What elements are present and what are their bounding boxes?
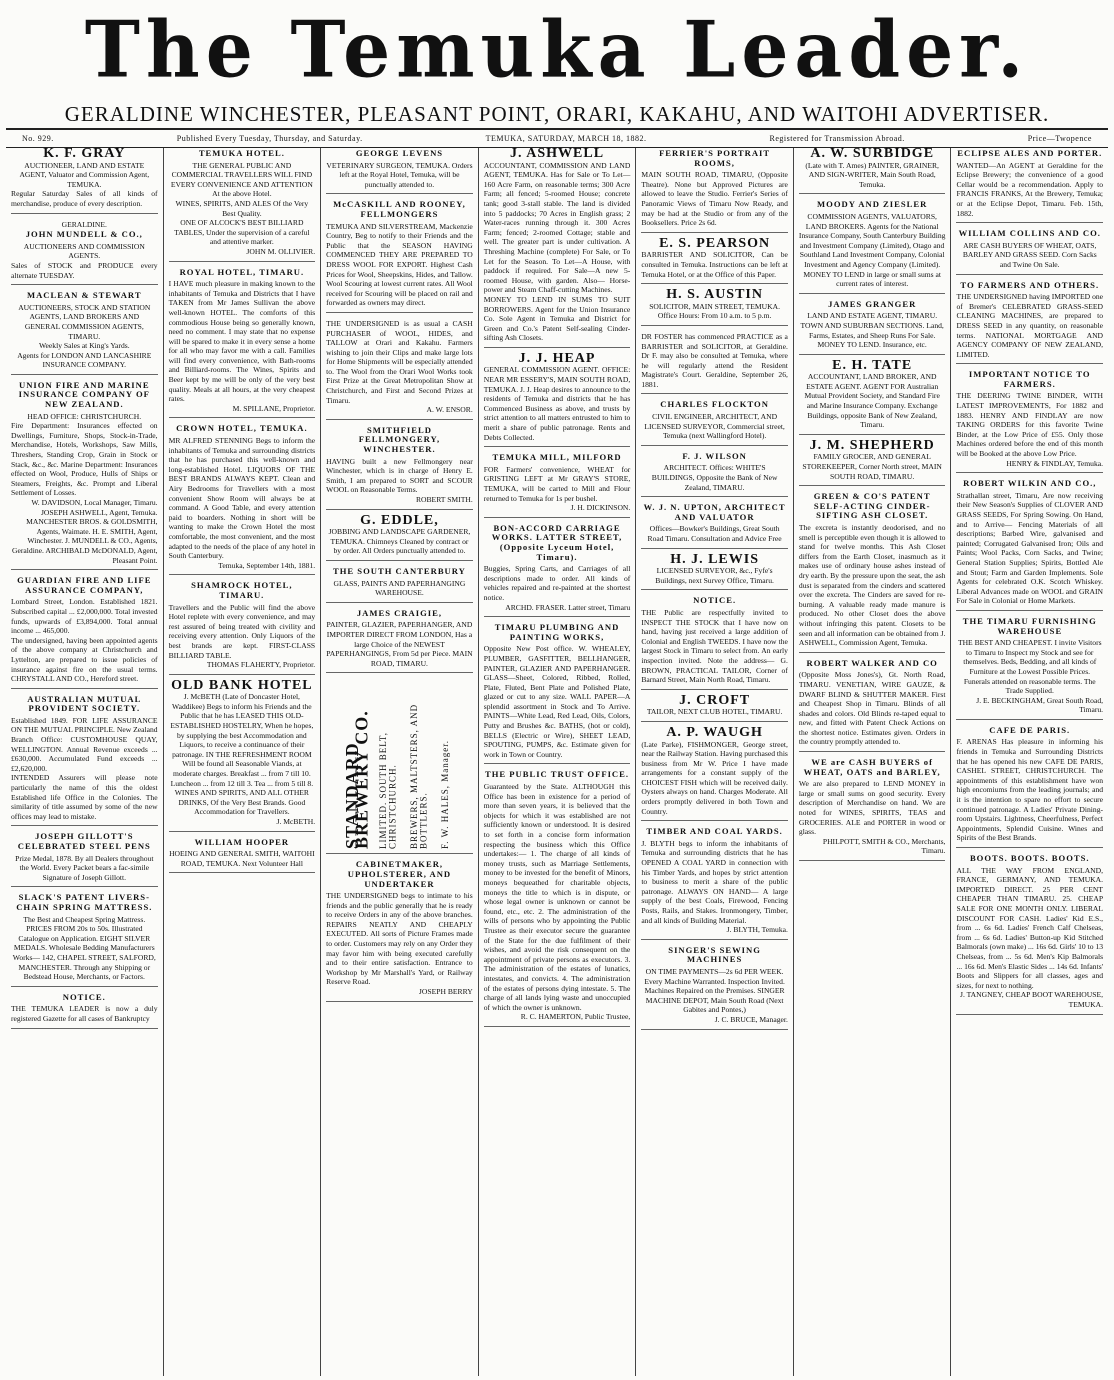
ad-signature: JOSEPH BERRY [418, 987, 473, 997]
ad-body: TAILOR, NEXT CLUB HOTEL, TIMARU. [646, 707, 783, 717]
ad-granger [799, 300, 946, 355]
ad-cafe-de-paris [956, 726, 1103, 848]
ad-title: BOOTS. BOOTS. BOOTS. [969, 853, 1090, 863]
ad-body: Buggies, Spring Carts, and Carriages of all descriptions made to order. All kinds of vehicles repaired and re-painted at the shortest notice. [483, 564, 631, 602]
ad-pearson [641, 235, 788, 284]
ad-title: WILLIAM COLLINS AND CO. [958, 228, 1101, 239]
ad-body: The Best and Cheapest Spring Mattress. PRICES FROM 20s to 50s. Illustrated Catalogue on Application. EIGHT SILVER MEDALS. Wholesale Bedding Manufacturers Works— 142, CHAPEL STREET, SALFORD, MANCHESTER. Through any Shipping or Bedstead House, Merchants, or Factors. [12, 914, 156, 982]
ad-title: JAMES CRAIGIE, [356, 607, 443, 618]
ad-body: COMMISSION AGENTS, VALUATORS, LAND BROKERS. Agents for the National Insurance Company, South Canterbury Building and Investment Company (Limited), Otago and Southland Land Investment Company, Colonial Investment and Agency Company (Limited). MONEY TO LEND in large or small sums at current rates of interest. [798, 211, 946, 289]
ad-title: TO FARMERS AND OTHERS. [960, 279, 1100, 290]
ad-signature: JOHN M. OLLIVIER. [246, 246, 316, 256]
masthead [0, 0, 1114, 100]
column-5 [636, 148, 794, 1376]
ad-signature: HENRY & FINDLAY, Temuka. [1006, 458, 1104, 468]
column-3 [321, 148, 479, 1376]
ad-signature: J. BLYTH, Temuka. [726, 925, 788, 935]
ad-signature: ARCHD. FRASER. Latter street, Timaru [505, 602, 631, 612]
ad-title: NOTICE. [693, 595, 737, 606]
ad-union-insurance [11, 381, 158, 570]
ad-title: A. W. SURBIDGE [810, 148, 935, 161]
column-7 [951, 148, 1108, 1376]
ad-title: THE SOUTH CANTERBURY [333, 565, 466, 576]
ad-body: SOLICITOR, MAIN STREET, TEMUKA. Office Hours: From 10 a.m. to 5 p.m. [649, 301, 780, 321]
ad-title: JOSEPH GILLOTT'S CELEBRATED STEEL PENS [17, 831, 151, 851]
ad-heap [483, 350, 631, 447]
ad-body: THE DEERING TWINE BINDER, WITH LATEST IMPROVEMENTS, For 1882 and 1883. HENRY AND FINDLAY are now TAKING ORDERS for this favorite Twine Binder, at the Low Price of £55. Only those Machines ordered before the end of this month will be Booked at the above Low Price. [956, 391, 1104, 459]
ad-body: DR FOSTER has commenced PRACTICE as a BARRISTER and SOLICITOR, at Geraldine. Dr F. may also be consulted at Temuka, where he will regularly attend the Resident Magistrate's Court. Geraldine, September 26, 1881. [641, 331, 788, 389]
ad-signature: J. E. BECKINGHAM, Great South Road, Timaru. [976, 695, 1104, 715]
ad-body: ARE CASH BUYERS OF WHEAT, OATS, BARLEY AND GRASS SEED. Corn Sacks and Twine On Sale. [962, 240, 1097, 269]
ad-title: JOHN MUNDELL & CO., [25, 229, 143, 240]
ad-title: BON-ACCORD CARRIAGE WORKS. LATTER STREET, (Opposite Lyceum Hotel, Timaru). [491, 522, 623, 562]
ad-maclean [11, 291, 158, 375]
ad-body: (Opposite Moss Jones's), Gt. North Road, TIMARU. VENETIAN, WIRE GAUZE, & DWARF BLIND & SHUTTER MAKER. First and Cheapest Shop in Timaru. Blinds of all shades and colors. Old Blinds re-taped equal to new, and fitted with Patent Check Actions on the shortest notice. Estimates given. Orders in the country promptly attended to. [798, 670, 946, 747]
ad-austin [641, 287, 788, 326]
ad-title: W. J. N. UPTON, ARCHITECT AND VALUATOR [643, 502, 786, 522]
ad-title: FERRIER'S PORTRAIT ROOMS, [659, 148, 771, 168]
ad-blyth [641, 827, 788, 940]
ad-shamrock-hotel [169, 581, 316, 674]
ad-tables: ONE OF ALCOCK'S BEST BILLIARD TABLES, Under the supervision of a careful and attentive marker. [174, 218, 310, 247]
ad-body: AUCTIONEERS AND COMMISSION AGENTS. [23, 241, 145, 261]
ad-singer [641, 946, 788, 1030]
ad-signature: THOMAS FLAHERTY, Proprietor. [206, 660, 316, 670]
ad-upton [641, 503, 788, 548]
column-6 [794, 148, 952, 1376]
newspaper-subtitle: GERALDINE WINCHESTER, PLEASANT POINT, ORARI, KAKAHU, AND WAITOHI ADVERTISER. [64, 102, 1050, 126]
ad-title: ROBERT WILKIN AND CO., [963, 478, 1097, 489]
ad-title: THE PUBLIC TRUST OFFICE. [485, 769, 630, 780]
ad-title: J. CROFT [679, 692, 751, 708]
ad-body: Travellers and the Public will find the above Hotel replete with every convenience, and may rest assured of being treated with civility and receiving every attention. Only Liquors of the best brands are kept. FIRST-CLASS BILLIARD TABLE. [168, 602, 316, 660]
ad-hooper [169, 838, 316, 874]
ad-signature: J. McBETH. [276, 817, 316, 826]
ad-body: THE UNDERSIGNED is as usual a CASH PURCHASER of WOOL, HIDES, and TALLOW at Orari and Kakahu. Farmers wishing to join their Clips and make large lots for Home Shipments will be especially attended to. The Wool from the Orari Wool Works took First Prize at the Great Metropolitan Show at Christchurch, and First and Second Prizes at Timaru. [326, 318, 473, 405]
ad-eddle [326, 512, 473, 561]
ad-subtitle: LIMITED. SOUTH BELT, CHRISTCHURCH. [378, 732, 398, 850]
ad-notice [11, 993, 158, 1029]
ad-brown-notice [641, 596, 788, 689]
ad-signature: R. C. HAMERTON, Public Trustee, [520, 1012, 631, 1022]
ad-body: ALL THE WAY FROM ENGLAND, FRANCE, GERMANY, AND TEMUKA. IMPORTED DIRECT. 25 PER CENT CHEAPER THAN TIMARU. 25. CHEAP SALE FOR ONE MONTH ONLY. LIBERAL DISCOUNT FOR CASH. Ladies' Kid E.S., from ... 6s 6d. Ladies' French Calf Chelseas, from ... 6s 6d. Ladies' Button-up Kid Stitched Balmorals (own make) ... 16s 6d. Girls' 10 to 13 Chelseas, from ... 5s 6d. Men's Kip Balmorals ... 16s 6d. Men's Elastic Sides ... 14s 6d. Infants' Boots and Slippers for all classes, ages and sizes, for next to nothing. [956, 865, 1104, 990]
ad-ashwell [484, 149, 631, 348]
ad-signature: M. SPILLANE, Proprietor. [232, 403, 316, 413]
publication-schedule: Published Every Tuesday, Thursday, and Saturday. [176, 134, 363, 143]
ad-body: WANTED—An AGENT at Geraldine for the Eclipse Brewery; the convenience of a good Cellar would be a recommendation. Apply to FRANCIS FRANKS, At the Brewery, Temuka; or at the Eclipse Depot, Timaru. Feb. 15th, 1882. [956, 160, 1104, 218]
ad-body: Guaranteed by the State. ALTHOUGH this Office has been in existence for a period of more than seven years, it is believed that the objects for which it was established are not sufficiently known or understood. It is desired to set forth in a concise form information respecting the business which this Office undertakes:— 1. The charge of all kinds of money trusts, such as Marriage Settlements, money to be invested for the benefit of Minors, moneys bequeathed for charitable objects, moneys the title to which is in dispute, or whose legal owner is unknown or cannot be found, etc., etc. 2. The administration of the wills of persons who by appointing the Public Trustee as their executor secure the guarantee of the State for the due fulfilment of their wishes, and avoid the risk consequent on the appointment of private persons as executors. 3. The administration of the estates of lunatics, intestates, and convicts. 4. The administration of the estates of persons dying intestate. 5. The charge of all lands lying waste and unoccupied of which the owner is unknown. [483, 782, 631, 1012]
ad-temuka-mill [484, 453, 631, 518]
ad-waugh [641, 724, 788, 821]
ad-body: J. BLYTH begs to inform the inhabitants of Temuka and surrounding districts that he has OPENED A COAL YARD in connection with his Timber Yards, and hopes by strict attention to business to merit a share of the public patronage. ALWAYS ON HAND— A large supply of the best Coals, Firewood, Fencing Posts, Rails, and Stakes. Ironmongery, Timber, and all kinds of Building Material. [641, 838, 788, 925]
ad-royal-hotel [169, 268, 316, 419]
ad-twine-binder [956, 370, 1103, 473]
ad-title: SMITHFIELD FELLMONGERY, WINCHESTER. [358, 424, 441, 455]
ad-body: (Late Parke), FISHMONGER, George street, near the Railway Station. Having purchased this business from Mr W. Price I have made arrangements for a constant supply of the CHOICEST FISH which will be received daily. Oysters always on hand. Charges Moderate. All orders promptly delivered in both Town and Country. [641, 739, 788, 816]
ad-body: THE BEST AND CHEAPEST. I invite Visitors to Timaru to Inspect my Stock and see for themselves. Beds, Bedding, and all kinds of Furniture at the Lowest Possible Prices. Funerals attended on reasonable terms. The Trade Supplied. [957, 638, 1102, 696]
ad-eclipse [956, 149, 1103, 223]
ad-title: THE TIMARU FURNISHING WAREHOUSE [962, 615, 1097, 636]
ad-title: NOTICE. [62, 991, 106, 1002]
ad-title: CABINETMAKER, UPHOLSTERER, AND UNDERTAKER [347, 859, 452, 889]
ad-slack-mattress [11, 893, 158, 986]
ad-title: TEMUKA MILL, MILFORD [492, 452, 622, 463]
ad-body: LICENSED SURVEYOR, &c., Fyfe's Buildings, next Survey Office, Timaru. [655, 566, 774, 585]
ad-body: THE Public are respectfully invited to INSPECT THE STOCK that I have now on hand, having just received a large addition of Colonial and English TWEEDS. I have now the largest Stock in Timaru to select from. An early inspection invited. Note the address— G. BROWN, PRACTICAL TAILOR, Corner of Barnard Street, Main North Road, Timaru. [641, 607, 788, 685]
ad-body: AUCTIONEERS, STOCK AND STATION AGENTS, LAND BROKERS AND GENERAL COMMISSION AGENTS, TIMARU. [18, 302, 151, 341]
ad-body: We are also prepared to LEND MONEY in large or small sums on good security. Every description of Merchandise on hand. We are noted for WINES, SPIRITS, TEAS and GROCERIES. ALE and PORTER in wood or glass. [798, 779, 946, 837]
ad-plumbing [484, 623, 631, 764]
ad-title: SINGER'S SEWING MACHINES [668, 944, 761, 965]
ad-body: Strathallan street, Timaru, Are now receiving their New Season's Supplies of CLOVER AND GRASS SEEDS, For Spring Sowing. On Hand, and to Arrive— Fencing Materials of all descriptions; Barbed Wire, galvanised and painted; Corrugated Galvanised Iron; Oils and Paints; Wool Packs, Corn Sacks, and Twine; General Station Supplies; Spirits, Bottled Ale and Stout; Farm and Garden Implements. Sole Agents for celebrated O.K. Scotch Whiskey. Liberal Advances made on WOOL and GRAIN For Sale in Colonial or Home Markets. [956, 490, 1104, 606]
ad-crown-hotel [169, 424, 316, 575]
ad-title: E. S. PEARSON [659, 235, 771, 251]
ad-smithfield [326, 426, 473, 510]
ad-title: STANDARD BREWERY CO. [341, 710, 372, 850]
ad-title: CAFE DE PARIS. [989, 724, 1071, 735]
ad-signature: ROBERT SMITH. [415, 495, 473, 504]
ad-philpott [799, 758, 946, 861]
dateline [6, 128, 1108, 148]
ad-levens [326, 149, 473, 194]
ad-title: CROWN HOTEL, TEMUKA. [176, 423, 308, 434]
ad-title: UNION FIRE AND MARINE INSURANCE COMPANY OF NEW ZEALAND. [18, 379, 150, 410]
ad-body: ACCOUNTANT, COMMISSION AND LAND AGENT, TEMUKA. Has for Sale or To Let— 160 Acre Farm, on reasonable terms; 300 Acre Farm; all fenced; 5-roomed House; concrete tank; good 3-stall stable. The land is divided into 5 paddocks; 70 Acres in English grass; 2 Water-races running through it. 300 Acres Farm; fenced; 2-roomed Cottage; stable and well. The greater part is under cultivation. A Threshing Machine (complete) For Sale, or To Let for the Season. To Let—A House, with paddock if required. For Sale—A new 5-roomed House, with garden. Also— Horse-power and Steam Chaff-cutting Machines. [483, 160, 631, 295]
ad-manager: F. W. HALES, Manager. [440, 740, 451, 850]
ad-title: AUSTRALIAN MUTUAL PROVIDENT SOCIETY. [27, 693, 142, 714]
ad-green-ash-closet [799, 492, 946, 653]
ad-title: J. M. SHEPHERD [809, 437, 935, 453]
ad-agents: Agents for LONDON AND LANCASHIRE INSURANCE COMPANY. [17, 350, 152, 370]
ad-title: OLD BANK HOTEL [171, 677, 313, 693]
ad-body: LAND AND ESTATE AGENT, TIMARU. TOWN AND SUBURBAN SECTIONS. Land, Farms, Estates, and Sheep Runs For Sale. MONEY TO LEND. Insurance, etc. [800, 311, 944, 350]
ad-foster [641, 332, 788, 395]
ad-title: H. S. AUSTIN [666, 287, 763, 303]
registration-note: Registered for Transmission Abroad. [769, 134, 905, 143]
ad-body: MAIN SOUTH ROAD, TIMARU, (Opposite Theatre). None but Approved Pictures are allowed to leave the Studio. Ferrier's Series of Panoramic Views of Timaru Now Ready, and may be had at the Studio or from any of the Booksellers. Price 2s 6d. [641, 170, 788, 228]
newspaper-title: The Temuka Leader. [84, 4, 1030, 96]
ad-body: THE TEMUKA LEADER is now a duly registered Gazette for all cases of Bankruptcy [11, 1004, 158, 1023]
ad-body: PAINTER, GLAZIER, PAPERHANGER, AND IMPORTER DIRECT FROM LONDON, Has a large Choice of the NEWEST PAPERHANGINGS, From 5d per Piece. MAIN ROAD, TIMARU. [326, 620, 473, 668]
ad-body: BARRISTER AND SOLICITOR, Can be consulted in Temuka. Instructions can be left at Temuka Hotel, or at the Office of this Paper. [641, 250, 788, 279]
ad-note: Sales of STOCK and PRODUCE every alternate TUESDAY. [11, 260, 158, 280]
ad-standard-brewery [326, 679, 473, 854]
ad-title: MOODY AND ZIESLER [817, 199, 928, 210]
ad-guardian [11, 576, 158, 689]
ad-title: McCASKILL AND ROONEY, FELLMONGERS [333, 199, 466, 219]
ad-farmers [956, 281, 1103, 365]
ad-title: CHARLES FLOCKTON [660, 399, 769, 410]
ad-agents: W. DAVIDSON, Local Manager, Timaru. JOSEPH ASHWELL, Agent, Temuka. MANCHESTER BROS. & GOLDSMITH, Agents, Waimate. H. E. SMITH, Agent, Winchester. J. MUNDELL & CO., Agents, Geraldine. ARCHIBALD McDONALD, Agent, Pleasant Point. [12, 498, 158, 565]
ad-note: The undersigned, having been appointed agents of the above company at Christchurch and Lyttelton, are prepared to issue policies of insurance against fire on the usual terms. CHRYSTALL AND CO., Hereford street. [11, 635, 158, 684]
column-2 [164, 148, 322, 1376]
ad-body: Lombard Street, London. Established 1821. Subscribed capital ... £2,000,000. Total invested funds, upwards of £3,894,000. Total annual income ... 465,000. [11, 597, 158, 636]
ad-body: J. McBETH (Late of Doncaster Hotel, Waddikee) Begs to inform his Friends and the Public that he has LEASED THIS OLD-ESTABLISHED HOSTELRY, When he hopes, by supplying the best Accommodation and Liquors, to receive a continuance of their patronage. IN THE REFRESHMENT ROOM Will be found all Seasonable Viands, at moderate charges. Breakfast ... from 7 till 10. Luncheon ... from 12 till 3. Tea ... from 5 till 8. WINES AND SPIRITS, AND ALL OTHER DRINKS, Of the Very Best Brands. Good Accommodation for Travellers. [170, 692, 314, 817]
ad-title: H. J. LEWIS [670, 551, 759, 567]
ad-burbidge [799, 149, 946, 194]
ad-title: TIMARU PLUMBING AND PAINTING WORKS, [494, 622, 620, 642]
ad-body: THE UNDERSIGNED having IMPORTED one of Bremer's CELEBRATED GRASS-SEED CLEANING MACHINES, are prepared to DRESS SEED in any quantity, on reasonable terms. NATIONAL MORTGAGE AND AGENCY COMPANY OF NEW ZEALAND, LIMITED. [956, 292, 1104, 359]
ad-body: JOBBING AND LANDSCAPE GARDENER, TEMUKA. Chimneys Cleaned by contract or by order. All Orders punctually attended to. [328, 527, 471, 556]
ad-title: GEORGE LEVENS [355, 148, 444, 158]
ad-title: SLACK'S PATENT LIVERS-CHAIN SPRING MATTRESS. [16, 892, 153, 912]
ad-title: ECLIPSE ALES AND PORTER. [957, 148, 1103, 158]
ad-ensor [326, 319, 473, 420]
ad-signature: J. H. DICKINSON. [570, 503, 631, 513]
ad-signature: J. C. BRUCE, Manager. [714, 1014, 788, 1024]
columns [6, 148, 1108, 1376]
ad-title: ROYAL HOTEL, TIMARU. [179, 266, 305, 277]
ad-body: ACCOUNTANT, LAND BROKER, AND ESTATE AGENT. AGENT FOR Australian Mutual Provident Society, and Standard Fire and Marine Insurance Company. Exchange Buildings, opposite Bank of New Zealand, Timaru. [804, 372, 940, 430]
column-1 [6, 148, 164, 1376]
ad-signature: J. TANGNEY, CHEAP BOOT WAREHOUSE, TEMUKA. [959, 990, 1104, 1009]
ad-body: Offices—Bowker's Buildings, Great South Road Timaru. Consultation and Advice Free [647, 524, 782, 543]
ad-title: F. J. WILSON [682, 450, 747, 461]
ad-body: TEMUKA AND SILVERSTREAM, Mackenzie Country, Beg to notify to their Friends and the Public that the SEASON HAVING COMMENCED THEY ARE PREPARED TO DRESS WOOL FOR EXPORT. Highest Cash Prices for Wool, Sheepskins, Hides, and Tallow. Wool Scouring at lowest current rates. All Wool received for Scouring will be placed on rail and forwarded as owners may direct. [326, 221, 473, 308]
ad-gray [11, 149, 158, 214]
ad-title: K. F. GRAY [43, 148, 126, 161]
ad-title: G. EDDLE, [360, 512, 439, 528]
ad-wilson [641, 452, 788, 497]
ad-boots [956, 854, 1103, 1015]
ad-title: MACLEAN & STEWART [26, 290, 142, 301]
ad-title: WE are CASH BUYERS of WHEAT, OATS and BARLEY, [803, 757, 941, 777]
ad-trade: BREWERS, MALTSTERS, AND BOTTLERS. [409, 704, 429, 850]
ad-title: IMPORTANT NOTICE TO FARMERS. [968, 369, 1091, 389]
ad-wilkin [956, 479, 1103, 611]
ad-furnishing-warehouse [956, 617, 1103, 720]
ad-note: Regular Saturday Sales of all kinds of merchandise, produce of every description. [11, 189, 158, 208]
ad-mundell [11, 220, 158, 286]
ad-body: Fire Department: Insurances effected on Dwellings, Furniture, Shops, Stock-in-Trade, Merchandise, Hotels, Workshops, Saw Mills, Threshers, Standing Crop, Grain in Stock or Stack, &c., &c. Marine Department: Insurances effected on Wool, Produce, Hulls of Ships or Steamers, Freights, &c. Prompt and Liberal Settlement of Losses. [11, 421, 158, 498]
ad-body: The excreta is instantly deodorised, and no smell is perceptible even though it is allowed to stand for twelve months. This Ash Closet differs from the Earth Closet, inasmuch as it makes use of ordinary house ashes instead of dry earth. By the pressure upon the seat, the ash dust is separated from the cinders and scattered over the excreta. The Cinders are saved for re-burning. A valuable ready made manure is produced. No other Closet does the above without infringing this patent. Closets to be seen and all information can be obtained from J. ASHWELL, Commission Agent, Temuka. [798, 523, 946, 648]
ad-public-trust [484, 770, 631, 1026]
ad-note: Weekly Sales at King's Yards. [38, 341, 130, 351]
ad-old-bank-hotel [169, 677, 316, 832]
ad-cabinetmaker [326, 860, 473, 1001]
ad-body: THE UNDERSIGNED begs to intimate to his friends and the public generally that he is ready to receive Orders in any of the above branches. REPAIRS NEATLY AND CHEAPLY EXECUTED. All sorts of Picture Frames made to order. Customers may rely on any Order they may favor him with being executed carefully and to their entire satisfaction. Entrance to Workshop by Mr Marshall's Yard, or Railway Reserve Road. [326, 891, 473, 987]
ad-tate [799, 357, 946, 435]
ad-title: TIMBER AND COAL YARDS. [646, 826, 783, 837]
ad-walker [799, 659, 946, 752]
ad-place: GERALDINE. [61, 219, 107, 229]
ad-body: Established 1849. FOR LIFE ASSURANCE ON THE MUTUAL PRINCIPLE. New Zealand Branch Office: CUSTOMHOUSE QUAY, WELLINGTON. Annual Revenue exceeds ... £630,000. Accumulated Fund exceeds ... £2,620,000. [11, 715, 158, 773]
ad-body: ON TIME PAYMENTS—2s 6d PER WEEK. Every Machine Warranted. Inspection Invited. Machines Repaired on the Premises. SINGER MACHINE DEPOT, Main South Road (Next Gabites and Pontes,) [644, 966, 785, 1015]
ad-title: E. H. TATE [832, 357, 913, 373]
ad-body: Opposite New Post office. W. WHEALEY, PLUMBER, GASFITTER, BELLHANGER, PAINTER, GLAZIER AND PAPERHANGER. GLASS—Sheet, Colored, Ribbed, Rolled, Plate, Fluted, Bent Plate and Polished Plate, glazed or cut to any size. WALL PAPER—A splendid assortment in Stock and To Arrive. PAINTS—White Lead, Red Lead, Oils, Colors, Putty and Brushes &c. BATHS, (hot or cold), BELLS (Electric or Wire), SHEET LEAD, SPOUTING, PUMPS, &c. Estimate given for work in Town or Country. [483, 644, 631, 759]
ad-body: FAMILY GROCER, AND GENERAL STOREKEEPER, Corner North street, MAIN SOUTH ROAD, TIMARU. [802, 452, 942, 481]
ad-body: CIVIL ENGINEER, ARCHITECT, AND LICENSED SURVEYOR, Commercial street, Temuka (next Wallingford Hotel). [644, 412, 785, 441]
ad-body: I HAVE much pleasure in making known to the inhabitants of Temuka and Districts that I have TAKEN from Mr James Sullivan the above well-known HOTEL. The comforts of this commodious House being so generally known, need no comment. I may state that no expense will be spared to make it in every sense a home for all who may favor me with a call. Families will find every convenience, with Bath-rooms and Billiard-rooms. The Wines, Spirits and Beer kept by me will be only of the very best quality. Meals at all hours, at the very cheapest rates. [168, 279, 316, 404]
ad-body: THE GENERAL PUBLIC AND COMMERCIAL TRAVELLERS WILL FIND EVERY CONVENIENCE AND ATTENTION At the above Hotel. [170, 160, 313, 199]
ad-lewis [641, 551, 788, 591]
ad-title: ROBERT WALKER AND CO [806, 657, 938, 668]
ad-signature: PHILPOTT, SMITH & CO., Merchants, Timaru. [822, 836, 946, 856]
issue-number: No. 929. [22, 134, 54, 143]
ad-title: JAMES GRANGER [828, 298, 917, 309]
ad-title: GREEN & CO'S PATENT SELF-ACTING CINDER-SIFTING ASH CLOSET. [813, 491, 931, 521]
ad-note: INTENDED Assurers will please note particularly the name of this the oldest Established life Office in the Colonies. The similarity of title assumed by some of the new offices may lead to mistake. [11, 773, 158, 821]
ad-croft [641, 692, 788, 722]
ad-bon-accord [484, 524, 631, 617]
ad-body: AUCTIONEER, LAND AND ESTATE AGENT, Valuator and Commission Agent, TEMUKA. [19, 160, 150, 189]
ad-money: MONEY TO LEND IN SUMS TO SUIT BORROWERS. Agent for the Union Insurance Co. Sole Agent in Temuka and District for Green and Co.'s Patent Self-sealing Cinder-sifting Ash Closets. [483, 294, 631, 343]
ad-office: HEAD OFFICE: CHRISTCHURCH. [27, 411, 142, 421]
ad-ferrier [641, 149, 788, 233]
ad-gillott [11, 832, 158, 887]
ad-body: GLASS, PAINTS AND PAPERHANGING WAREHOUSE. [333, 578, 466, 598]
ad-title: GUARDIAN FIRE AND LIFE ASSURANCE COMPANY, [17, 575, 152, 595]
ad-title: WILLIAM HOOPER [194, 836, 290, 847]
ad-body: GENERAL COMMISSION AGENT. OFFICE: NEAR MR ESSERY'S, MAIN SOUTH ROAD, TEMUKA. J. J. Heap desires to announce to the residents of Temuka and districts that he has Commenced Business as above, and trusts by strict attention to all matters entrusted to him to merit a share of public patronage. Rents and Debts Collected. [483, 365, 631, 442]
ad-flockton [641, 400, 788, 445]
ad-shepherd [799, 437, 946, 486]
ad-body: HOEING AND GENERAL SMITH, WAITOHI ROAD, TEMUKA. Next Volunteer Hall [169, 849, 315, 868]
ad-body: MR ALFRED STENNING Begs to inform the inhabitants of Temuka and surrounding districts that he has purchased this well-known and long-established Hotel. LIQUORS OF THE BEST BRANDS ALWAYS KEPT. Clean and Airy Bedrooms for Travellers with a most convenient Show Room will always be at command. A Good Table, and every attention paid to boarders. Nothing in short will be wanting to make the Crown Hotel the most comfortable, the most convenient, and the most adapted to the needs of the place of any hotel in South Canterbury. [168, 436, 316, 561]
ad-date: Temuka, September 14th, 1881. [218, 560, 316, 570]
ad-collins [956, 229, 1103, 274]
ad-body: ARCHITECT. Offices: WHITE'S BUILDINGS, Opposite the Bank of New Zealand, TIMARU. [651, 463, 778, 492]
ad-body: (Late with T. Ames) PAINTER, GRAINER, AND SIGN-WRITER, Main South Road, Temuka. [805, 160, 939, 189]
column-4 [479, 148, 637, 1376]
ad-title: SHAMROCK HOTEL, TIMARU. [191, 580, 293, 600]
ad-amp-society [11, 695, 158, 827]
ad-body: F. ARENAS Has pleasure in informing his friends in Temuka and Surrounding Districts that he has opened his new CAFE DE PARIS, CASHEL STREET, CHRISTCHURCH. The appointments of this establishment have won high encomiums from the leading journals; and it is the intention to spare no effort to secure continued patronage. A Ladies' Private Dining-room Upstairs. Lightness, Cheerfulness, Perfect Appointments, Splendid Cuisine. Wines and Spirits of the Best Brands. [956, 737, 1104, 843]
ad-title: TEMUKA HOTEL. [198, 148, 285, 158]
price: Price—Twopence [1027, 134, 1092, 143]
ad-mccaskill [326, 200, 473, 313]
ad-wines: WINES, SPIRITS, AND ALES Of the Very Best Quality. [175, 198, 309, 218]
ad-south-canterbury [326, 567, 473, 603]
ad-title: J. J. HEAP [518, 350, 596, 366]
ad-moody-ziesler [799, 200, 946, 293]
ad-body: FOR Farmers' convenience, WHEAT for GRISTING LEFT at Mr GRAY'S STORE, TEMUKA, will be carted to Mill and Flour returned to Temuka for 1s per bushel. [483, 464, 631, 503]
ad-title: J. ASHWELL [510, 148, 605, 161]
ad-title: A. P. WAUGH [666, 724, 763, 740]
issue-date: TEMUKA, SATURDAY, MARCH 18, 1882. [485, 134, 647, 143]
ad-temuka-hotel [169, 149, 316, 262]
ad-signature: A. W. ENSOR. [426, 405, 473, 415]
ad-body: Prize Medal, 1878. By all Dealers throughout the World. Every Packet bears a fac-simile Signature of Joseph Gillott. [15, 853, 154, 882]
ad-craigie [326, 609, 473, 674]
ad-body: HAVING built a new Fellmongery near Winchester, which is in charge of Henry E. Smith, I am prepared to SORT and SCOUR WOOL on Reasonable Terms. [326, 456, 473, 495]
ad-body: VETERINARY SURGEON, TEMUKA. Orders left at the Royal Hotel, Temuka, will be punctually attended to. [326, 160, 473, 189]
